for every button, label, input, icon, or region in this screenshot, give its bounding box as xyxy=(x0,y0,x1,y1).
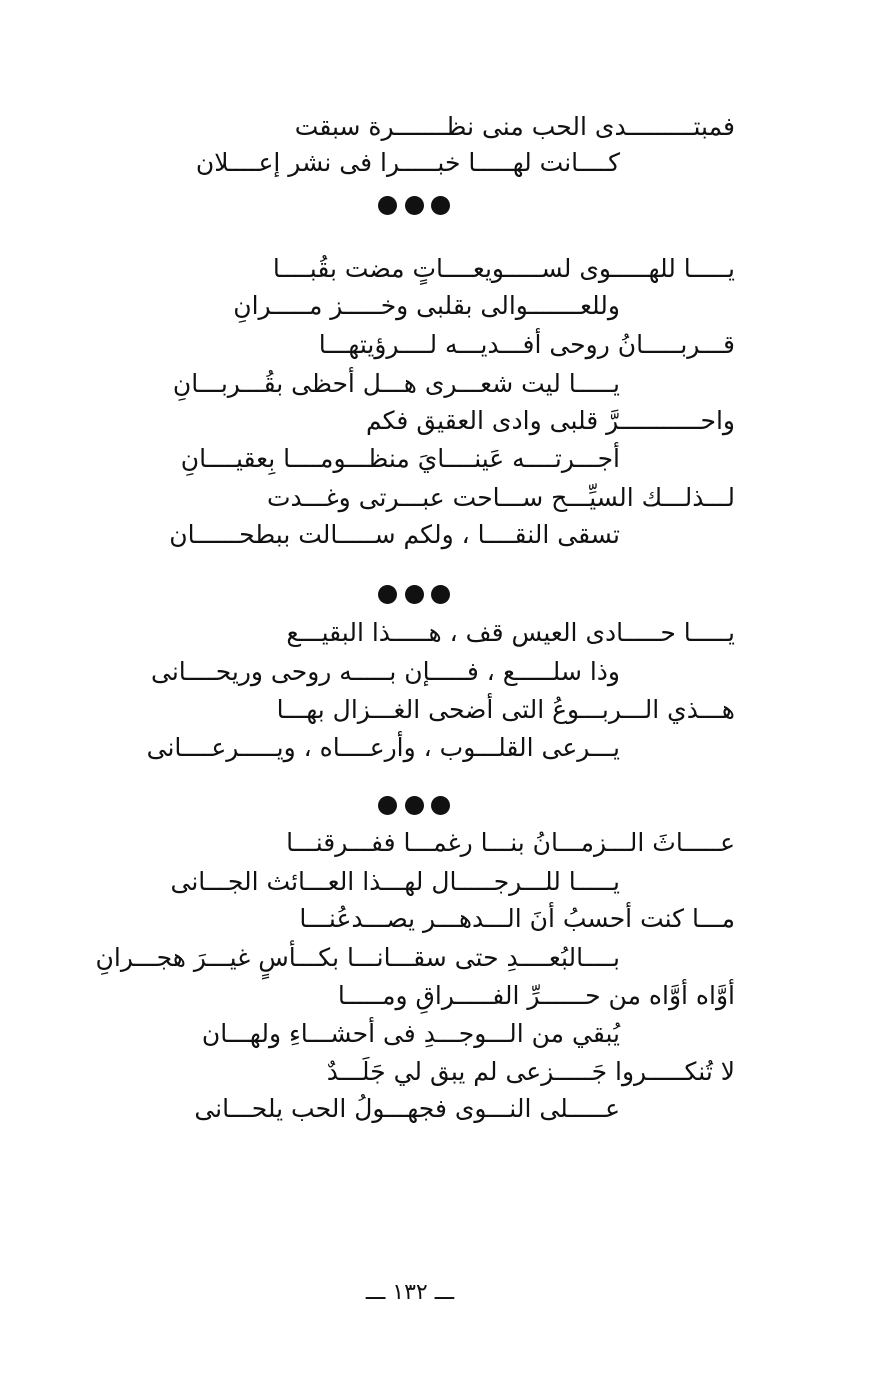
dot-icon xyxy=(431,585,450,604)
dot-icon xyxy=(378,796,397,815)
verse-line: يـــرعى القلـــوب ، وأرعــــاه ، ويـــــرعــــانى xyxy=(146,733,620,762)
verse-line: وذا سلـــــع ، فـــــإن بـــــه روحى وريحــــانى xyxy=(151,657,620,686)
verse-line: يـــــا للـــرجـــــال لهـــذا العـــائث الجـــانى xyxy=(170,867,620,896)
verse-line: وللعـــــــوالى بقلبى وخـــــز مـــــرانِ xyxy=(233,291,620,320)
dot-icon xyxy=(431,196,450,215)
verse-line: تسقى النقــــا ، ولكم ســـــالت ببطحــــــان xyxy=(169,520,620,549)
section-separator-dots xyxy=(378,584,450,604)
verse-line: فمبتـــــــــدى الحب منى نظـــــــرة سبقت xyxy=(294,112,735,141)
dot-icon xyxy=(405,196,424,215)
page-number: ـــ ١٣٢ ـــ xyxy=(365,1280,455,1305)
dot-icon xyxy=(378,585,397,604)
section-separator-dots xyxy=(378,795,450,815)
section-separator-dots xyxy=(378,195,450,215)
dot-icon xyxy=(378,196,397,215)
verse-line: عـــــاثَ الـــزمـــانُ بنـــا رغمـــا ففـــرقنـــا xyxy=(286,828,735,857)
verse-line: لـــذلـــك السيِّـــح ســـاحت عبـــرتى وغـــدت xyxy=(266,483,735,512)
verse-line: لا تُنكـــــروا جَـــــزعى لم يبق لي جَلَـــدٌ xyxy=(326,1057,735,1086)
verse-line: هـــذي الـــربـــوعُ التى أضحى الغـــزال بهـــا xyxy=(276,695,735,724)
verse-line: عـــــلى النـــوى فجهـــولُ الحب يلحـــانى xyxy=(194,1094,620,1123)
dot-icon xyxy=(405,796,424,815)
dot-icon xyxy=(431,796,450,815)
verse-line: مـــا كنت أحسبُ أنَ الـــدهـــر يصـــدعُنـــا xyxy=(299,904,735,933)
verse-line: كــــانت لهـــــا خبـــــرا فى نشر إعــــلان xyxy=(195,148,620,177)
verse-line: واحـــــــــــرَّ قلبى وادى العقيق فكم xyxy=(365,406,735,435)
dot-icon xyxy=(405,585,424,604)
verse-line: قـــربـــــانُ روحى أفـــديـــه لــــرؤيتهـــا xyxy=(318,330,735,359)
verse-line: بــــالبُعــــدِ حتى سقـــانـــا بكـــأسٍ غيـــرَ هجـــرانِ xyxy=(95,943,620,972)
verse-line: أوَّاه أوَّاه من حــــــرِّ الفـــــراقِ ومـــــا xyxy=(337,981,735,1010)
verse-line: يـــــا حـــــادى العيس قف ، هـــــذا البقيـــع xyxy=(286,618,735,647)
verse-line: يـــــا ليت شعـــرى هـــل أحظى بقُـــربـــانِ xyxy=(172,369,620,398)
verse-line: يُبقي من الـــوجـــدِ فى أحشـــاءِ ولهـــان xyxy=(201,1019,620,1048)
verse-line: يـــــا للهـــــوى لســـــويعــــاتٍ مضت بقُبــــا xyxy=(272,254,735,283)
verse-line: أجـــرتــــه عَينــــايَ منظـــومــــا بِعقيــــانِ xyxy=(180,444,620,473)
